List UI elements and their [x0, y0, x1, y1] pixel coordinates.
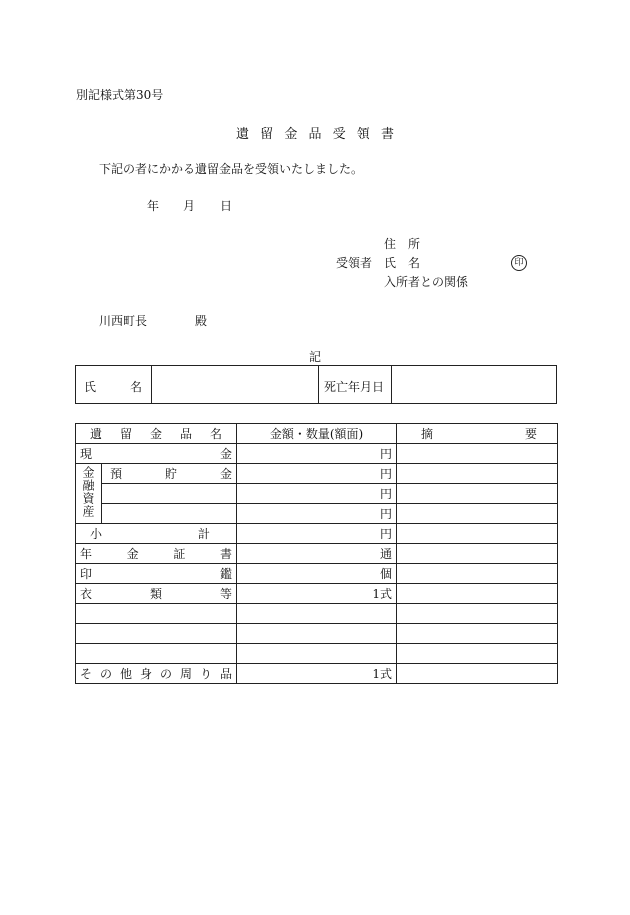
header-amount: 金額・数量(額面)	[237, 424, 397, 444]
clothes-label: 衣 類 等	[76, 584, 237, 604]
table-row	[76, 564, 558, 584]
personal-items-label: そ の 他 身 の 周 り 品	[76, 664, 237, 684]
note-cell	[397, 444, 558, 464]
items-table	[75, 423, 558, 684]
table-row	[76, 544, 558, 564]
death-date-label: 死亡年月日	[324, 380, 385, 394]
note-cell	[397, 584, 558, 604]
title-char: 領	[356, 127, 370, 142]
document-title	[236, 123, 394, 142]
table-header-row	[76, 424, 558, 444]
financial-assets-label: 金融資産	[76, 464, 102, 524]
recipient-name-label: 氏 名	[384, 256, 420, 270]
title-char: 受	[332, 127, 346, 142]
recipient-relation-label: 入所者との関係	[384, 275, 469, 289]
date-year: 年	[147, 199, 160, 213]
note-cell	[397, 564, 558, 584]
date-day: 日	[220, 199, 233, 213]
divider	[151, 366, 152, 403]
title-char: 留	[260, 127, 274, 142]
blank-amount	[237, 644, 397, 664]
seal-icon: 印	[511, 255, 527, 271]
blank-item	[76, 624, 237, 644]
addressee-honorific: 殿	[195, 314, 208, 328]
header-note: 摘 要	[397, 424, 558, 444]
clothes-unit: 1式	[237, 584, 397, 604]
table-row	[76, 524, 558, 544]
cash-unit: 円	[237, 444, 397, 464]
note-cell	[397, 624, 558, 644]
blank-amount	[237, 604, 397, 624]
subtotal-label: 小 計	[76, 524, 237, 544]
recipient-role: 受領者	[336, 256, 373, 270]
table-row	[76, 624, 558, 644]
pension-label: 年 金 証 書	[76, 544, 237, 564]
deposit-unit: 円	[237, 464, 397, 484]
pension-unit: 通	[237, 544, 397, 564]
note-cell	[397, 604, 558, 624]
header-item: 遺 留 金 品 名	[76, 424, 237, 444]
table-row	[76, 504, 558, 524]
note-cell	[397, 464, 558, 484]
ki-label: 記	[309, 350, 322, 364]
seal-label: 印 鑑	[76, 564, 237, 584]
title-char: 金	[284, 127, 298, 142]
divider	[318, 366, 319, 403]
statement-text: 下記の者にかかる遺留金品を受領いたしました。	[99, 162, 364, 176]
note-cell	[397, 544, 558, 564]
deceased-info-box	[75, 365, 557, 404]
cash-label: 現 金	[76, 444, 237, 464]
date-month: 月	[183, 199, 196, 213]
personal-items-unit: 1式	[237, 664, 397, 684]
financial-unit: 円	[237, 504, 397, 524]
form-number: 別記様式第30号	[76, 88, 164, 102]
table-row	[76, 444, 558, 464]
table-row	[76, 484, 558, 504]
seal-unit: 個	[237, 564, 397, 584]
addressee-name: 川西町長	[99, 314, 148, 328]
financial-item-blank	[102, 484, 237, 504]
blank-item	[76, 604, 237, 624]
recipient-address-label: 住 所	[384, 237, 420, 251]
note-cell	[397, 484, 558, 504]
table-row	[76, 584, 558, 604]
financial-item-blank	[102, 504, 237, 524]
table-row	[76, 604, 558, 624]
financial-unit: 円	[237, 484, 397, 504]
divider	[391, 366, 392, 403]
title-char: 品	[308, 127, 322, 142]
blank-item	[76, 644, 237, 664]
subtotal-unit: 円	[237, 524, 397, 544]
deposit-label: 預 貯 金	[102, 464, 237, 484]
table-row	[76, 644, 558, 664]
table-row	[76, 664, 558, 684]
note-cell	[397, 504, 558, 524]
title-char: 書	[380, 127, 394, 142]
note-cell	[397, 664, 558, 684]
deceased-name-label: 氏 名	[84, 380, 142, 394]
title-char: 遺	[236, 127, 250, 142]
table-row	[76, 464, 558, 484]
note-cell	[397, 524, 558, 544]
seal-mark	[511, 254, 527, 271]
blank-amount	[237, 624, 397, 644]
note-cell	[397, 644, 558, 664]
